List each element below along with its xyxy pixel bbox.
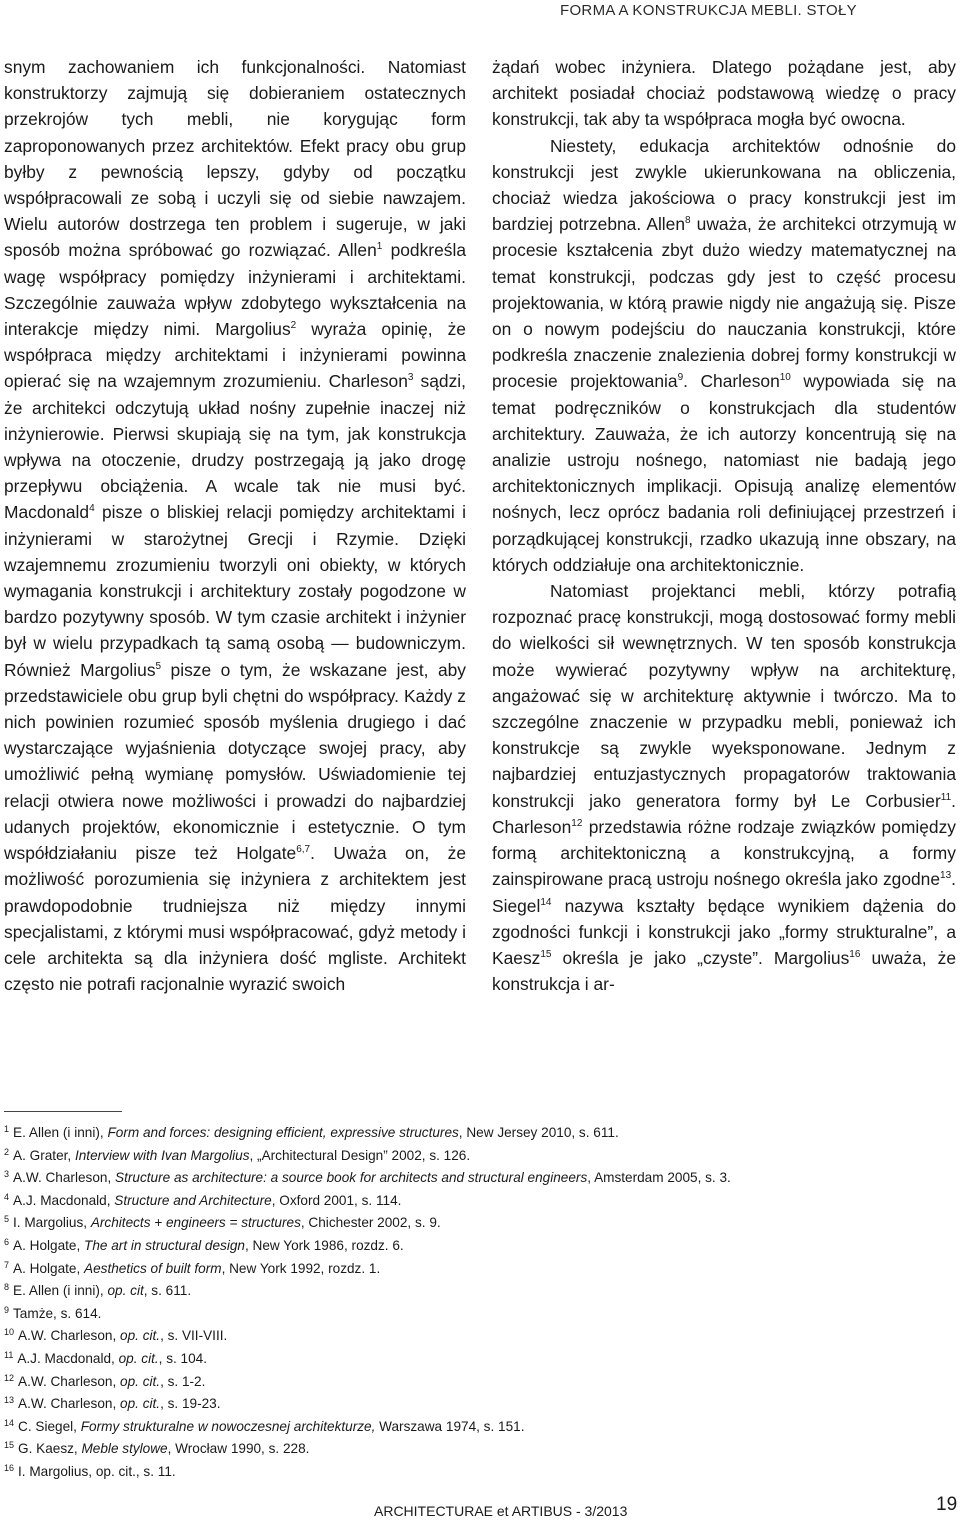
text-run: , Amsterdam 2005, s. 3. (587, 1170, 731, 1186)
footnote (4, 1120, 934, 1143)
text-run: C. Siegel, (18, 1418, 81, 1434)
footnote (4, 1369, 934, 1392)
text-run: wyraża opinię, że współpraca między architektami i inżynierami powinna opierać się na wzajemnym zrozumieniu. Charleson (4, 319, 466, 392)
text-run: uważa, że architekci otrzymują w procesie kształcenia zbyt dużo wiedzy matematycznej na temat konstrukcji, podczas gdy jest to część procesu projektowania, w którą prawie nigdy nie angażują się. Pisze on o nowym podejściu do nauczania konstrukcji, które podkreśla znaczenie znalezienia dobrej formy konstrukcji w procesie projektowania (492, 214, 956, 392)
footnote (4, 1436, 934, 1459)
footnote (4, 1323, 934, 1346)
text-run: wypowiada się na temat podręczników o konstrukcjach dla studentów architektury. Zauważa, że ich autorzy koncentrują się na analizie ustroju nośnego, natomiast nie badają jego architektonicznych implikacji. Opisują analizę elementów nośnych, lecz oprócz badania roli definiującej przestrzeń i porządkującej konstrukcji, rzadko ukazują inne obszary, na których oddziałuje ona architektonicznie. (492, 371, 957, 575)
footnote-number: 6 (4, 1236, 10, 1247)
italic-title: op. cit. (118, 1350, 159, 1366)
paragraph (4, 54, 466, 997)
text-run: E. Allen (i inni), (13, 1125, 108, 1140)
text-run: podkreśla wagę współpracy pomiędzy inżynierami i architektami. Szczególnie zauważa wpływ zdobytego wykształcenia na interakcje między nimi. Margolius (4, 240, 466, 340)
text-run: , s. VII-VIII. (160, 1328, 228, 1344)
paragraph (492, 54, 956, 133)
text-run: , New Jersey 2010, s. 611. (458, 1125, 619, 1140)
footnote-ref: 4 (89, 503, 95, 515)
footnote-number: 7 (4, 1259, 10, 1270)
text-run: Warszawa 1974, s. 151. (375, 1418, 525, 1434)
footnote-number: 4 (4, 1191, 10, 1202)
footnote-number: 2 (4, 1146, 10, 1157)
text-run: , New York 1986, rozdz. 6. (244, 1237, 404, 1253)
footnote-ref: 1 (376, 241, 383, 253)
footnote-ref: 16 (849, 948, 861, 960)
text-run: A.W. Charleson, (18, 1328, 121, 1344)
footnote-number: 8 (4, 1282, 10, 1293)
footnote-ref: 6,7 (296, 844, 311, 856)
text-run: , s. 104. (158, 1350, 208, 1366)
journal-footer: ARCHITECTURAE et ARTIBUS - 3/2013 (374, 1503, 628, 1519)
footnotes (4, 1120, 934, 1482)
footnote (4, 1143, 934, 1166)
text-run: , s. 1-2. (160, 1373, 206, 1389)
text-run: , „Architectural Design” 2002, s. 126. (249, 1147, 471, 1163)
paragraph (492, 133, 956, 578)
italic-title: Formy strukturalne w nowoczesnej architekturze, (80, 1418, 376, 1434)
text-run: , Wrocław 1990, s. 228. (167, 1441, 310, 1457)
italic-title: Structure and Architecture (114, 1192, 272, 1208)
paragraph (492, 578, 956, 997)
footnote (4, 1414, 934, 1437)
text-run: E. Allen (i inni), (13, 1283, 108, 1299)
text-run: sądzi, że architekci odczytują układ nośny zupełnie inaczej niż inżynierowie. Pierwsi skupiają się na tym, jak konstrukcja wpływa na otoczenie, drudzy postrzegają ją jako drogę przepływu obciążenia. A wcale tak nie musi być. Macdonald (4, 371, 466, 523)
text-run: Niestety, edukacja architektów odnośnie do konstrukcji jest zwykle ukierunkowana na obliczenia, chociaż wiedza jakościowa o pracy konstrukcji jest im bardziej potrzebna. Allen (492, 135, 956, 235)
footnote (4, 1256, 934, 1279)
footnote-ref: 11 (940, 791, 952, 803)
italic-title: Meble stylowe (81, 1441, 168, 1457)
footnote (4, 1188, 934, 1211)
footnote-ref: 3 (407, 372, 414, 384)
footnote (4, 1301, 934, 1324)
footnote (4, 1165, 934, 1188)
text-run: snym zachowaniem ich funkcjonalności. Natomiast konstruktorzy zajmują się dobieraniem ostatecznych przekrojów tych mebli, nie korygując form zaproponowanych przez architektów. Efekt pracy obu grup byłby z pewnością lepszy, gdyby od początku współpracowali ze sobą i uczyli się od siebie nawzajem. Wielu autorów dostrzega ten problem i sugeruje, w jaki sposób można spróbować go rozwiązać. Allen (4, 57, 466, 261)
text-run: A.W. Charleson, (13, 1170, 116, 1186)
italic-title: op. cit. (120, 1396, 161, 1412)
text-run: A.J. Macdonald, (17, 1350, 119, 1366)
italic-title: Form and forces: designing efficient, expressive structures (107, 1125, 459, 1140)
footnote-number: 9 (4, 1304, 10, 1315)
italic-title: op. cit. (120, 1373, 161, 1389)
text-run: przedstawia różne rodzaje związków pomiędzy formą architektoniczną a konstrukcyjną, a formy zainspirowane pracą ustroju nośnego określa jako zgodne (492, 816, 956, 890)
body-column-right (492, 54, 956, 997)
text-run: Natomiast projektanci mebli, którzy potrafią rozpoznać pracę konstrukcji, mogą dostosować formy mebli do wielkości sił wewnętrznych. W ten sposób konstrukcja może wywierać pozytywny wpływ na architekturę, angażować się w architekturę aktywnie i twórczo. Ma to szczególne znaczenie w przypadku mebli, ponieważ ich konstrukcje są zwykle wyeksponowane. Jednym z najbardziej entuzjastycznych propagatorów traktowania konstrukcji jako generatora formy był Le Corbusier (492, 581, 956, 811)
text-run: , Oxford 2001, s. 114. (271, 1192, 402, 1208)
footnote (4, 1459, 934, 1482)
footnote-ref: 10 (779, 372, 791, 384)
body-column-left (4, 54, 466, 997)
text-run: uważa, że konstrukcja i ar- (492, 947, 956, 995)
italic-title: Structure as architecture: a source book for architects and structural engineers (115, 1170, 588, 1186)
italic-title: op. cit. (120, 1328, 161, 1344)
italic-title: The art in structural design (84, 1237, 245, 1253)
text-run: , s. 19-23. (160, 1396, 221, 1412)
footnote (4, 1346, 934, 1369)
italic-title: Architects + engineers = structures (90, 1215, 301, 1231)
footnote (4, 1210, 934, 1233)
footnote-number: 10 (4, 1327, 15, 1338)
footnote (4, 1391, 934, 1414)
text-run: A.W. Charleson, (18, 1396, 121, 1412)
text-run: A.W. Charleson, (18, 1373, 121, 1389)
footnote-number: 5 (4, 1214, 10, 1225)
italic-title: Aesthetics of built form (84, 1260, 222, 1276)
text-run: określa je jako „czyste”. Margolius (551, 947, 850, 968)
footnote-ref: 9 (677, 372, 684, 384)
footnote (4, 1233, 934, 1256)
text-run: pisze o tym, że wskazane jest, aby przedstawiciele obu grup byli chętni do współpracy. Każdy z nich powinien rozumieć sposób myślenia drugiego i dać wystarczające wyjaśnienia dotyczące swojej pracy, aby umożliwić pełną wymianę pomysłów. Uświadomienie tej relacji otwiera nowe możliwości i prowadzi do najbardziej udanych projektów, ekonomicznie i estetycznie. O tym współdziałaniu pisze też Holgate (4, 659, 466, 864)
text-run: A.J. Macdonald, (13, 1192, 115, 1208)
text-run: I. Margolius, (13, 1215, 91, 1231)
footnote-ref: 5 (155, 660, 162, 672)
footnote-number: 3 (4, 1169, 10, 1180)
footnote-number: 11 (4, 1349, 14, 1360)
footnote-ref: 14 (540, 896, 552, 908)
footnote (4, 1278, 934, 1301)
footnote-number: 16 (4, 1462, 15, 1473)
running-header: FORMA A KONSTRUKCJA MEBLI. STOŁY (560, 2, 857, 19)
text-run: A. Holgate, (13, 1260, 85, 1276)
footnote-number: 12 (4, 1372, 15, 1383)
footnote-number: 1 (4, 1124, 10, 1134)
page-number: 19 (936, 1494, 958, 1515)
footnote-ref: 15 (540, 948, 552, 960)
footnote-ref: 8 (685, 215, 691, 227)
text-run: G. Kaesz, (18, 1441, 82, 1457)
text-run: I. Margolius, op. cit., s. 11. (18, 1463, 176, 1479)
text-run: nazywa kształty będące wynikiem dążenia do zgodności funkcji i konstrukcji jako „formy strukturalne”, a Kaesz (492, 895, 956, 968)
text-run: , s. 611. (143, 1283, 192, 1299)
footnote-number: 14 (4, 1417, 15, 1428)
text-run: . Charleson (683, 371, 780, 392)
footnote-ref: 12 (571, 817, 583, 829)
footnote-divider (4, 1111, 122, 1112)
footnote-ref: 13 (940, 870, 952, 882)
footnote-number: 13 (4, 1395, 15, 1406)
text-run: A. Grater, (13, 1147, 75, 1163)
text-run: Tamże, s. 614. (13, 1305, 102, 1321)
text-run: , Chichester 2002, s. 9. (300, 1215, 441, 1231)
italic-title: Interview with Ivan Margolius (74, 1147, 250, 1163)
text-run: . Uważa on, że możliwość porozumienia się inżyniera z architektem jest prawdopodobnie trudniejsza niż między innymi specjalistami, z którymi musi współpracować, gdyż metody i cele architekta są dla inżyniera dość mgliste. Architekt często nie potrafi racjonalnie wyrazić swoich (4, 843, 466, 995)
text-run: pisze o bliskiej relacji pomiędzy architektami i inżynierami w starożytnej Grecji i Rzymie. Dzięki wzajemnemu zrozumieniu tworzyli oni obiekty, w których wymagania konstrukcji i architektury zostały pogodzone w bardzo pozytywny sposób. W tym czasie architekt i inżynier był w wielu przypadkach tą samą osobą — budowniczym. Również Margolius (4, 502, 466, 680)
text-run: . Siegel (492, 869, 956, 916)
text-run: , New York 1992, rozdz. 1. (221, 1260, 381, 1276)
text-run: A. Holgate, (13, 1237, 85, 1253)
italic-title: op. cit (107, 1283, 144, 1299)
footnote-ref: 2 (290, 320, 297, 332)
footnote-number: 15 (4, 1440, 15, 1451)
text-run: żądań wobec inżyniera. Dlatego pożądane jest, aby architekt posiadał chociaż podstawową wiedzę o pracy konstrukcji, tak aby ta współpraca mogła być owocna. (492, 57, 956, 130)
text-run: . Charleson (492, 790, 956, 837)
